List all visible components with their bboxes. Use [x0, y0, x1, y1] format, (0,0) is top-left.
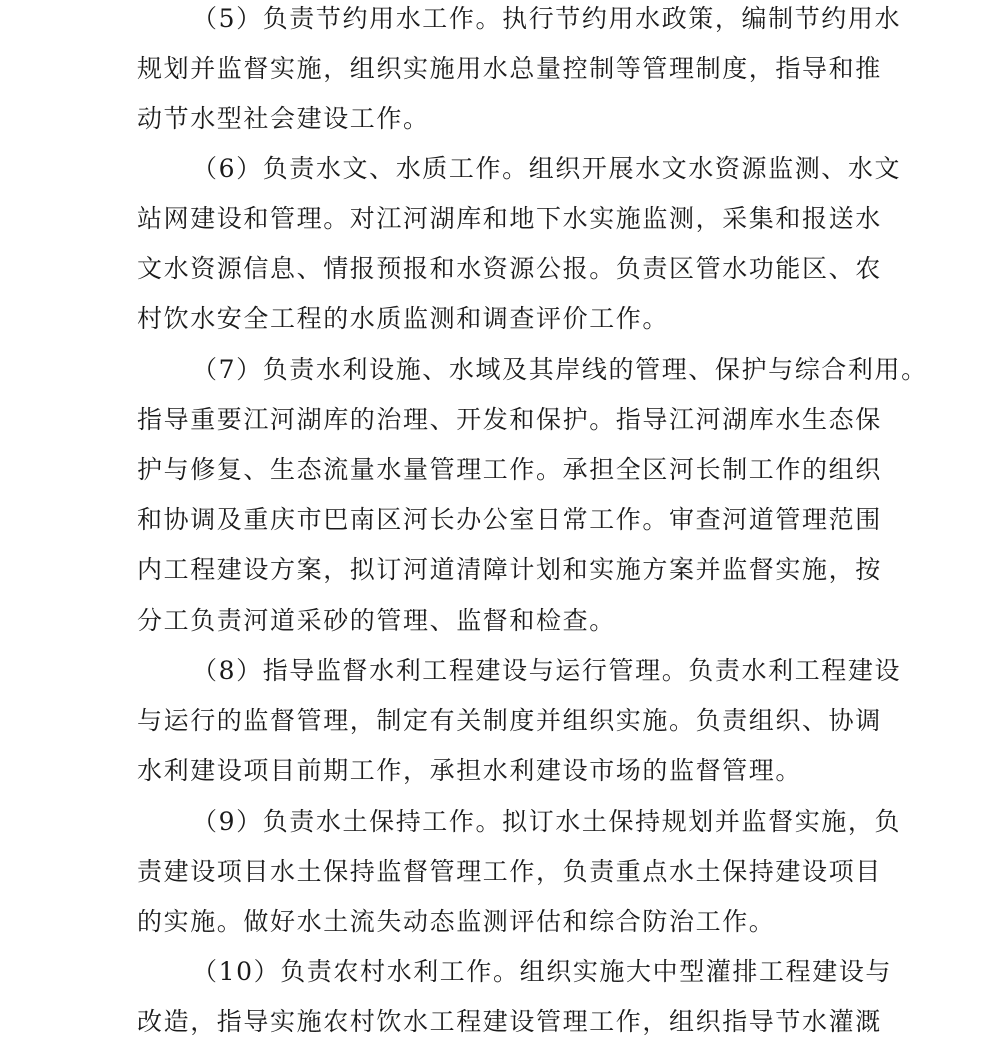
paragraph-5-line-3: 动节水型社会建设工作。	[137, 104, 430, 133]
paragraph-10-line-2: 改造，指导实施农村饮水工程建设管理工作，组织指导节水灌溉	[137, 1007, 882, 1036]
paragraph-7-line-1: （7）负责水利设施、水域及其岸线的管理、保护与综合利用。	[192, 355, 928, 384]
paragraph-7-line-3: 护与修复、生态流量水量管理工作。承担全区河长制工作的组织	[137, 455, 882, 484]
paragraph-7-line-4: 和协调及重庆市巴南区河长办公室日常工作。审查河道管理范围	[137, 505, 882, 534]
paragraph-8-line-3: 水利建设项目前期工作，承担水利建设市场的监督管理。	[137, 756, 803, 785]
paragraph-9-line-1: （9）负责水土保持工作。拟订水土保持规划并监督实施，负	[192, 807, 902, 836]
paragraph-9-line-3: 的实施。做好水土流失动态监测评估和综合防治工作。	[137, 907, 776, 936]
paragraph-7-line-5: 内工程建设方案，拟订河道清障计划和实施方案并监督实施，按	[137, 555, 882, 584]
paragraph-5-line-2: 规划并监督实施，组织实施用水总量控制等管理制度，指导和推	[137, 54, 882, 83]
paragraph-7-line-6: 分工负责河道采砂的管理、监督和检查。	[137, 606, 616, 635]
paragraph-6-line-1: （6）负责水文、水质工作。组织开展水文水资源监测、水文	[192, 154, 902, 183]
paragraph-9-line-2: 责建设项目水土保持监督管理工作，负责重点水土保持建设项目	[137, 857, 882, 886]
paragraph-7-line-2: 指导重要江河湖库的治理、开发和保护。指导江河湖库水生态保	[137, 405, 882, 434]
paragraph-8-line-1: （8）指导监督水利工程建设与运行管理。负责水利工程建设	[192, 656, 902, 685]
paragraph-8-line-2: 与运行的监督管理，制定有关制度并组织实施。负责组织、协调	[137, 706, 882, 735]
paragraph-5-line-1: （5）负责节约用水工作。执行节约用水政策，编制节约用水	[192, 4, 902, 33]
paragraph-6-line-2: 站网建设和管理。对江河湖库和地下水实施监测，采集和报送水	[137, 204, 882, 233]
paragraph-10-line-1: （10）负责农村水利工作。组织实施大中型灌排工程建设与	[192, 957, 893, 986]
paragraph-6-line-3: 文水资源信息、情报预报和水资源公报。负责区管水功能区、农	[137, 254, 882, 283]
paragraph-6-line-4: 村饮水安全工程的水质监测和调查评价工作。	[137, 304, 670, 333]
